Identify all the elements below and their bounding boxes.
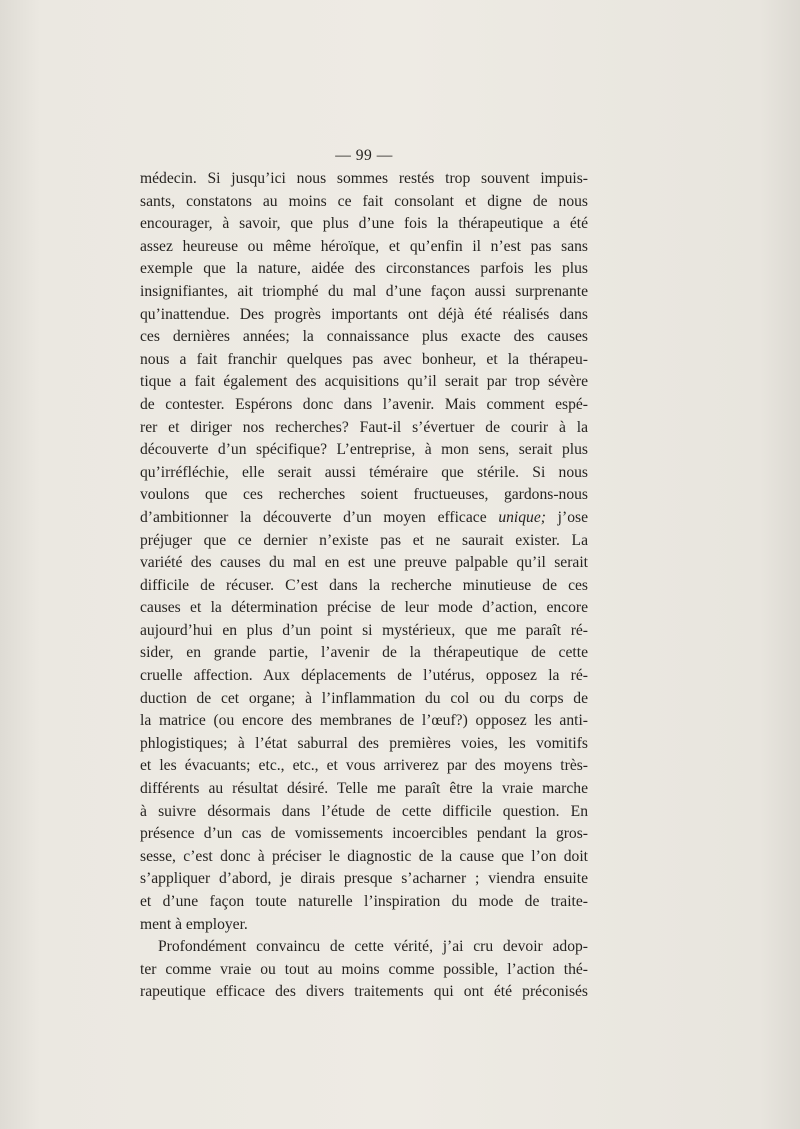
- text-line: causes et la détermination précise de leur mode d’action, encore: [140, 599, 588, 617]
- text-line: difficile de récuser. C’est dans la recherche minutieuse de ces: [140, 576, 588, 594]
- text-line: rer et diriger nos recherches? Faut-il s’évertuer de courir à la: [140, 418, 588, 436]
- text-line: sesse, c’est donc à préciser le diagnostic de la cause que l’on doit: [140, 847, 588, 865]
- text-line: d’ambitionner la découverte d’un moyen efficace unique; j’ose: [140, 508, 588, 526]
- text-line: et les évacuants; etc., etc., et vous arriverez par des moyens très-: [140, 757, 588, 775]
- text-line: exemple que la nature, aidée des circonstances parfois les plus: [140, 260, 588, 278]
- text-line: qu’irréfléchie, elle serait aussi téméraire que stérile. Si nous: [140, 463, 588, 481]
- text-line: phlogistiques; à l’état saburral des premières voies, les vomitifs: [140, 734, 588, 752]
- text-line: nous a fait franchir quelques pas avec bonheur, et la thérapeu-: [140, 350, 588, 368]
- text-line: qu’inattendue. Des progrès importants ont déjà été réalisés dans: [140, 305, 588, 323]
- text-line: encourager, à savoir, que plus d’une fois la thérapeutique a été: [140, 215, 588, 233]
- paragraphs: [140, 168, 588, 1004]
- text-line: s’appliquer d’abord, je dirais presque s’acharner ; viendra ensuite: [140, 870, 588, 888]
- text-line: ter comme vraie ou tout au moins comme possible, l’action thé-: [140, 960, 588, 978]
- text-line: et d’une façon toute naturelle l’inspiration du mode de traite-: [140, 893, 588, 910]
- paragraph: [140, 168, 588, 936]
- text-line: différents au résultat désiré. Telle me paraît être la vraie marche: [140, 780, 588, 798]
- text-line: voulons que ces recherches soient fructueuses, gardons-nous: [140, 486, 588, 504]
- text-line: médecin. Si jusqu’ici nous sommes restés trop souvent impuis-: [140, 170, 588, 187]
- text-line: préjuger que ce dernier n’existe pas et ne saurait exister. La: [140, 531, 588, 549]
- paragraph: [140, 936, 588, 1004]
- text-line: sants, constatons au moins ce fait consolant et digne de nous: [140, 192, 588, 210]
- text-line: découverte d’un spécifique? L’entreprise, à mon sens, serait plus: [140, 441, 588, 459]
- text-line: la matrice (ou encore des membranes de l’œuf?) opposez les anti-: [140, 712, 588, 730]
- italic-word: unique;: [498, 508, 546, 526]
- text-line: sider, en grande partie, l’avenir de la thérapeutique de cette: [140, 644, 588, 662]
- text-line: ment à employer.: [140, 915, 248, 933]
- text-line: tique a fait également des acquisitions qu’il serait par trop sévère: [140, 373, 588, 391]
- text-line: cruelle affection. Aux déplacements de l’utérus, opposez la ré-: [140, 667, 588, 685]
- text-line: variété des causes du mal en est une preuve palpable qu’il serait: [140, 554, 588, 572]
- text-line: à suivre désormais dans l’étude de cette difficile question. En: [140, 802, 588, 820]
- text-line: rapeutique efficace des divers traitements qui ont été préconisés: [140, 983, 588, 1001]
- text-line: de contester. Espérons donc dans l’avenir. Mais comment espé-: [140, 395, 588, 413]
- text-line: insignifiantes, ait triomphé du mal d’une façon aussi surprenante: [140, 282, 588, 300]
- text-line: ces dernières années; la connaissance plus exacte des causes: [140, 328, 588, 346]
- page-number: — 99 —: [335, 147, 393, 164]
- text-line: assez heureuse ou même héroïque, et qu’enfin il n’est pas sans: [140, 237, 588, 255]
- text-line: duction de cet organe; à l’inflammation du col ou du corps de: [140, 689, 588, 707]
- text-line: aujourd’hui en plus d’un point si mystérieux, que me paraît ré-: [140, 621, 588, 639]
- text-line: présence d’un cas de vomissements incoercibles pendant la gros-: [140, 825, 588, 843]
- text-line: Profondément convaincu de cette vérité, j’ai cru devoir adop-: [158, 938, 588, 956]
- text-block: [140, 144, 588, 1004]
